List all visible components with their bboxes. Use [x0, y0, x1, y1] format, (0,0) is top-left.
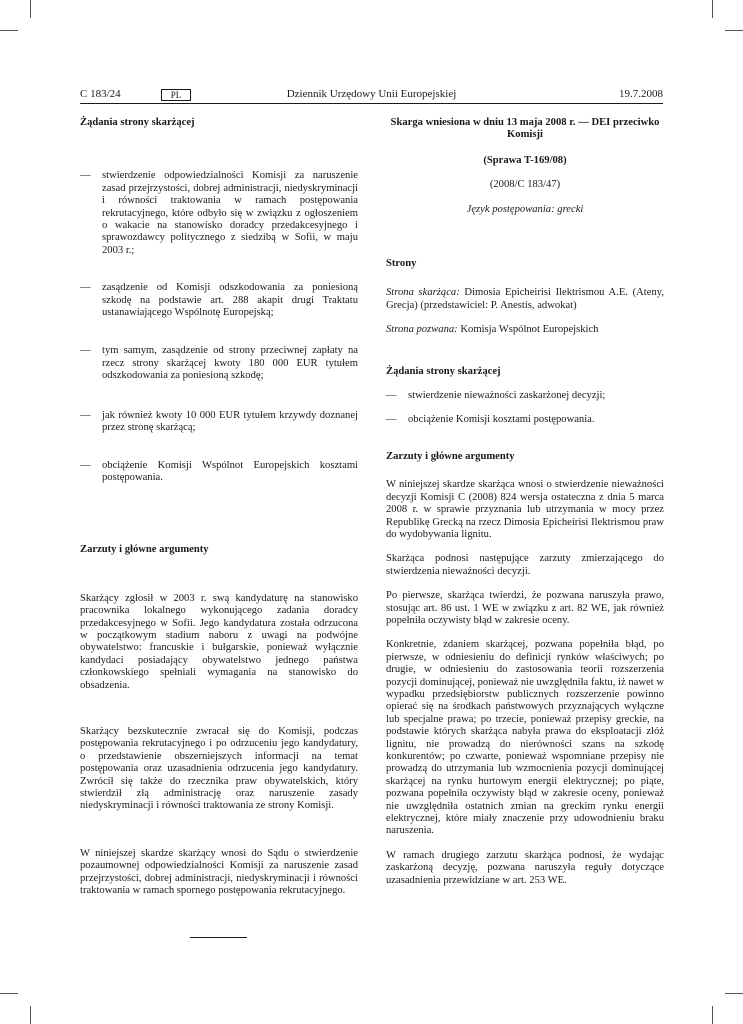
paragraph: Konkretnie, zdaniem skarżącej, pozwana popełniła błąd, po pierwsze, w odniesieniu do definicji rynków właściwych; po drugie, w odniesieniu do zastosowania teorii rozszerzenia pozycji dominującej, ponieważ nie uwzględniła faktu, iż nawet w wypadku przedsiębiorstw publicznych rozszerzenie powinno opierać się na środkach państwowych przyznających wyłączne lub specjalne prawa; po trzecie, ponieważ przepisy greckie, na podstawie których skarżąca nabyła prawa do eksploatacji złóż lignitu, nie prowadzą do nierówności szans na szkodę konkurentów; po czwarte, ponieważ wspomniane przepisy nie prowadzą do utrzymania lub wzmocnienia pozycji dominującej skarżącej na rynku hurtowym energii elektrycznej; po piąte, pozwana popełniła oczywisty błąd w zakresie oceny, ponieważ nie uwzględniła ostatnich zmian na greckim rynku energii elektrycznej, które miały znaczenie przy udowodnieniu braku naruszenia.	[386, 639, 664, 837]
pleas-heading: Zarzuty i główne argumenty	[386, 450, 515, 462]
pleas-heading: Zarzuty i główne argumenty	[80, 544, 209, 556]
crop-mark	[30, 0, 31, 18]
parties-heading: Strony	[386, 258, 417, 270]
issue-date: 19.7.2008	[619, 88, 663, 100]
applicant-label: Strona skarżąca:	[386, 287, 460, 299]
claim-item: — jak również kwoty 10 000 EUR tytułem krzywdy doznanej przez stronę skarżącą;	[80, 409, 358, 434]
crop-mark	[712, 0, 713, 18]
paragraph: W niniejszej skardze skarżący wnosi do Sądu o stwierdzenie pozaumownej odpowiedzialności Komisji za naruszenie zasad przejrzystości, dobrej administracji, niedyskryminacji i równości traktowania w ramach spornego postępowania rekrutacyjnego.	[80, 847, 358, 897]
defendant-label: Strona pozwana:	[386, 324, 458, 336]
crop-mark	[0, 993, 18, 994]
paragraph: Skarżący bezskutecznie zwracał się do Komisji, podczas postępowania rekrutacyjnego i po odrzuceniu jego kandydatury, o przedstawienie obszerniejszych informacji na temat postępowania oraz uzasadnienia odrzucenia jego kandydatury. Zwrócił się także do rzecznika praw obywatelskich, który stwierdził złą administrację oraz naruszenie zasady niedyskryminacji i równości traktowania ze strony Komisji.	[80, 725, 358, 812]
journal-title: Dziennik Urzędowy Unii Europejskiej	[286, 88, 457, 100]
applicant-name: Dimosia Epicheirisi Ilektrismou A.E. (Ateny, Grecja) (przedstawiciel: P. Anestis, adwokat)	[386, 287, 664, 311]
claim-item: — tym samym, zasądzenie od strony przeciwnej zapłaty na rzecz strony skarżącej kwoty 180 000 EUR tytułem odszkodowania za poniesioną szkodę;	[80, 345, 358, 382]
claim-item: — stwierdzenie nieważności zaskarżonej decyzji;	[386, 390, 606, 402]
claim-item: — zasądzenie od Komisji odszkodowania za poniesioną szkodę na podstawie art. 288 akapit drugi Traktatu ustanawiającego Wspólnotę Europejską;	[80, 282, 358, 319]
claims-heading: Żądania strony skarżącej	[386, 365, 501, 377]
claim-item: — obciążenie Komisji Wspólnot Europejskich kosztami postępowania.	[80, 459, 358, 483]
crop-mark	[725, 30, 743, 31]
left-column	[80, 117, 358, 897]
defendant-name: Komisja Wspólnot Europejskich	[460, 324, 599, 336]
procedure-language: Język postępowania: grecki	[466, 203, 584, 215]
language-box: PL	[161, 89, 191, 101]
claim-item: — stwierdzenie odpowiedzialności Komisji za naruszenie zasad przejrzystości, dobrej administracji, niedyskryminacji i równości traktowania w ramach postępowania rekrutacyjnego, które odbyło się w związku z ogłoszeniem o wakacie na stanowisko doradcy przedakcesyjnego i sprawozdawcy politycznego z siedzibą w Sofii, w maju 2003 r.;	[80, 170, 358, 256]
paragraph: W niniejszej skardze skarżąca wnosi o stwierdzenie nieważności decyzji Komisji C (2008) 824 wersja ostateczna z dnia 5 marca 2008 r. w sprawie przyznania lub utrzymania w mocy przez Republikę Grecką na rzecz Dimosia Epicheirisi Ilektrismou praw do wydobywania lignitu.	[386, 479, 664, 540]
defendant	[386, 324, 664, 336]
applicant	[386, 287, 664, 312]
crop-mark	[0, 30, 18, 31]
paragraph: Skarżący zgłosił w 2003 r. swą kandydaturę na stanowisko pracownika lokalnego wykonującego zadania doradcy przedakcesyjnego w Sofii. Jego kandydatura została odrzucona w początkowym stadium naboru z uwagi na podwójne obywatelstwo: francuskie i bułgarskie, ponieważ wyłącznie kandydaci posiadający obywatelstwo jednego państwa członkowskiego spełniali wymagania na stanowisko do obsadzenia.	[80, 592, 358, 691]
paragraph: W ramach drugiego zarzutu skarżąca podnosi, że wydając zaskarżoną decyzję, pozwana naruszyła reguły dotyczące uzasadnienia przewidziane w art. 253 WE.	[386, 849, 664, 886]
case-reference: (2008/C 183/47)	[489, 179, 561, 191]
header-rule	[80, 103, 663, 104]
crop-mark	[30, 1006, 31, 1024]
paragraph: Skarżąca podnosi następujące zarzuty zmierzającego do stwierdzenia nieważności decyzji.	[386, 553, 664, 577]
crop-mark	[725, 993, 743, 994]
claims-heading: Żądania strony skarżącej	[80, 117, 195, 128]
issue-number: C 183/24	[80, 88, 121, 100]
right-column	[386, 117, 664, 887]
crop-mark	[712, 1006, 713, 1024]
footnote-rule	[190, 937, 247, 938]
paragraph: Po pierwsze, skarżąca twierdzi, że pozwana naruszyła prawo, stosując art. 86 ust. 1 WE w związku z art. 82 WE, jak również popełniła oczywisty błąd w zakresie oceny.	[386, 590, 664, 626]
claim-item: — obciążenie Komisji kosztami postępowania.	[386, 414, 595, 426]
case-title: Skarga wniesiona w dniu 13 maja 2008 r. — DEI przeciwko Komisji	[390, 117, 660, 141]
case-number: (Sprawa T-169/08)	[483, 154, 567, 166]
page-header	[80, 88, 663, 104]
